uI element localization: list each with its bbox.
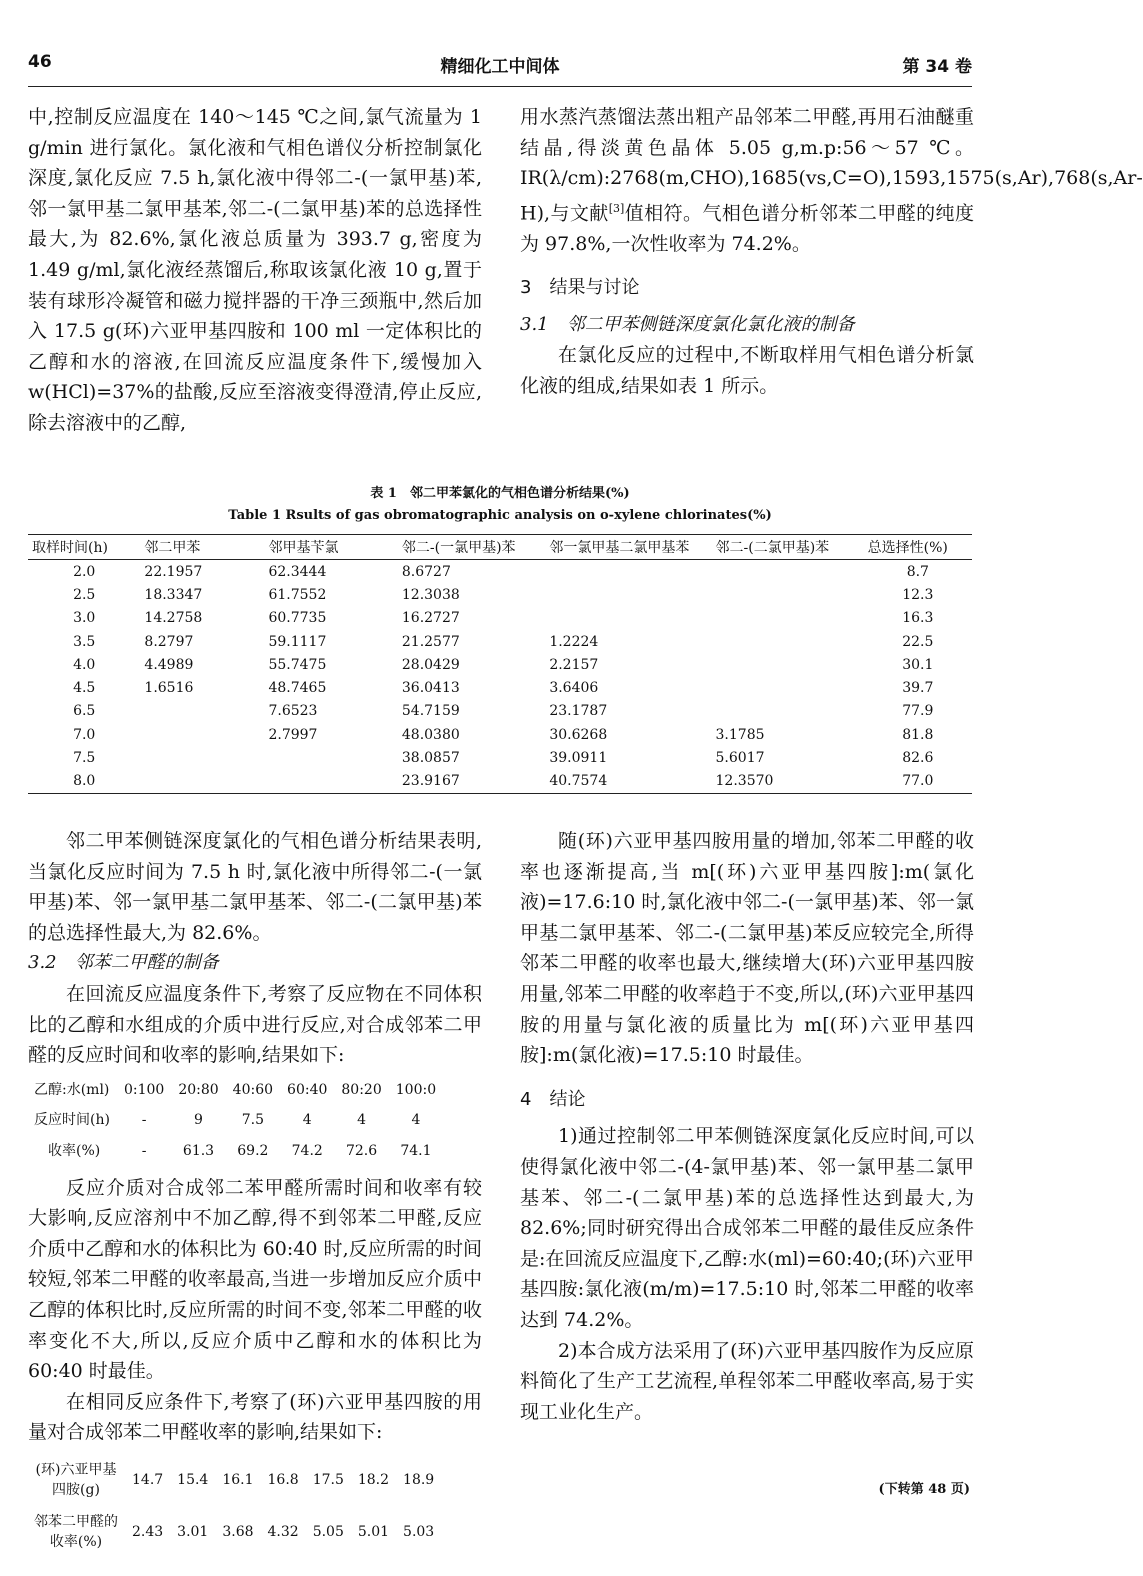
method-paragraph: 中,控制反应温度在 140～145 ℃之间,氯气流量为 1 g/min 进行氯化。氯化液和气相色谱仪分析控制氯化深度,氯化反应 7.5 h,氯化液中得邻二-(一氯甲基)苯,邻一氯甲基二氯甲基苯,邻二-(二氯甲基)苯的总选择性最大,为 82.6%,氯化液总质量为 393.7 g,密度为 1.49 g/ml,氯化液经蒸馏后,称取该氯化液 10 g,置于装有球形冷凝管和磁力搅拌器的干净三颈瓶中,然后加入 17.5 g(环)六亚甲基四胺和 100 ml 一定体积比的乙醇和水的溶液,在回流反应温度条件下,缓慢加入 w(HCl)=37%的盐酸,反应至溶液变得澄清,停止反应,除去溶液中的乙醇, (28, 106, 482, 434)
section-3-2-heading: 3.2 邻苯二甲醛的制备 (28, 952, 219, 974)
table-row: 3.0 14.2758 60.7735 16.2727 16.3 (73, 610, 934, 627)
product-paragraph: 用水蒸汽蒸馏法蒸出粗产品邻苯二甲醛,再用石油醚重结晶,得淡黄色晶体 5.05 g,m.p:56～57 ℃。IR(λ/cm):2768(m,CHO),1685(vs,C=O),1593,1575(s,Ar),768(s,Ar-H),与文献[3]值相符。气相色谱分析邻苯二甲醛的纯度为 97.8%,一次性收率为 74.2%。 (520, 106, 1143, 255)
header-rule (28, 86, 972, 87)
col-header: 邻二-(一氯甲基)苯 (398, 535, 545, 560)
table-1-caption-cn: 表 1 邻二甲苯氯化的气相色谱分析结果(%) (370, 486, 630, 501)
continued-note: (下转第 48 页) (878, 1482, 970, 1497)
section-3-1-heading: 3.1 邻二甲苯侧链深度氯化氯化液的制备 (520, 313, 855, 335)
table-row: 邻苯二甲醛的 收率(%) 2.43 3.01 3.68 4.32 5.05 5.01 5.03 (34, 1513, 435, 1550)
section-4-heading: 4 结论 (520, 1088, 586, 1110)
col-header: 邻一氯甲基二氯甲基苯 (545, 535, 711, 560)
table-1 (28, 534, 972, 794)
selectivity-paragraph: 邻二甲苯侧链深度氯化的气相色谱分析结果表明,当氯化反应时间为 7.5 h 时,氯化液中所得邻二-(一氯甲基)苯、邻一氯甲基二氯甲基苯、邻二-(二氯甲基)苯的总选择性最大,为 82.6%。 (28, 830, 482, 944)
conclusion-1: 1)通过控制邻二甲苯侧链深度氯化反应时间,可以使得氯化液中邻二-(4-氯甲基)苯、邻一氯甲基二氯甲基苯、邻二-(二氯甲基)苯的总选择性达到最大,为 82.6%;同时研究得出合成邻苯二甲醛的最佳反应条件是:在回流反应温度下,乙醇:水(ml)=60:40;(环)六亚甲基四胺:氯化液(m/m)=17.5:10 时,邻苯二甲醛的收率达到 74.2%。 (520, 1125, 974, 1331)
table-row: 4.0 4.4989 55.7475 28.0429 2.2157 30.1 (73, 656, 934, 673)
section-3-heading: 3 结果与讨论 (520, 277, 640, 299)
citation-ref: [3] (608, 201, 625, 215)
table-row: 7.5 38.0857 39.0911 5.6017 82.6 (73, 750, 934, 767)
table-row: 2.0 22.1957 62.3444 8.6727 8.7 (73, 563, 929, 580)
col-header: 邻二-(二氯甲基)苯 (712, 535, 864, 560)
table-row: (环)六亚甲基 四胺(g) 14.7 15.4 16.1 16.8 17.5 18.2 18.9 (35, 1461, 435, 1498)
right-column-bottom (520, 826, 974, 1427)
right-column-top (520, 102, 1143, 402)
table-row: 反应时间(h) - 9 7.5 4 4 4 (34, 1112, 421, 1129)
col-header: 取样时间(h) (28, 535, 140, 560)
ethanol-water-table (34, 1075, 443, 1167)
table-row: 4.5 1.6516 48.7465 36.0413 3.6406 39.7 (73, 680, 934, 697)
table-row: 7.0 2.7997 48.0380 30.6268 3.1785 81.8 (73, 726, 934, 743)
left-column-top (28, 102, 482, 439)
page-number: 46 (28, 52, 52, 72)
volume-label: 第 34 卷 (902, 57, 972, 77)
col-header: 邻二甲苯 (140, 535, 264, 560)
journal-title: 精细化工中间体 (440, 57, 560, 77)
medium-discussion-paragraph: 反应介质对合成邻二苯甲醛所需时间和收率有较大影响,反应溶剂中不加乙醇,得不到邻苯二甲醛,反应介质中乙醇和水的体积比为 60:40 时,反应所需的时间较短,邻苯二甲醛的收率最高,当进一步增加反应介质中乙醇的体积比时,反应所需的时间不变,邻苯二甲醛的收率变化不大,所以,反应介质中乙醇和水的体积比为 60:40 时最佳。 (28, 1176, 482, 1383)
table-row: 8.0 23.9167 40.7574 12.3570 77.0 (28, 770, 972, 794)
table-1-caption-en: Table 1 Rsults of gas obromatographic analysis on o-xylene chlorinates(%) (228, 508, 772, 523)
section-3-1-paragraph: 在氯化反应的过程中,不断取样用气相色谱分析氯化液的组成,结果如表 1 所示。 (520, 344, 974, 398)
table-row: 收率(%) - 61.3 69.2 74.2 72.6 74.1 (48, 1142, 432, 1159)
col-header: 邻甲基苄氯 (264, 535, 397, 560)
page-header (28, 52, 972, 82)
medium-paragraph: 在回流反应温度条件下,考察了反应物在不同体积比的乙醇和水组成的介质中进行反应,对合成邻苯二甲醛的反应时间和收率的影响,结果如下: (28, 982, 482, 1067)
table-header-row (28, 535, 972, 560)
table-row: 乙醇:水(ml) 0:100 20:80 40:60 60:40 80:20 100:0 (34, 1081, 437, 1098)
table-row: 3.5 8.2797 59.1117 21.2577 1.2224 22.5 (73, 633, 934, 650)
amine-yield-table (34, 1454, 441, 1558)
table-row: 2.5 18.3347 61.7552 12.3038 12.3 (73, 586, 934, 603)
conclusion-2: 2)本合成方法采用了(环)六亚甲基四胺作为反应原料简化了生产工艺流程,单程邻苯二甲醛收率高,易于实现工业化生产。 (520, 1339, 974, 1423)
amine-amount-paragraph: 在相同反应条件下,考察了(环)六亚甲基四胺的用量对合成邻苯二甲醛收率的影响,结果如下: (28, 1390, 482, 1444)
left-column-bottom (28, 826, 482, 1562)
col-header: 总选择性(%) (864, 535, 972, 560)
table-row: 6.5 7.6523 54.7159 23.1787 77.9 (73, 703, 934, 720)
amine-discussion-paragraph: 随(环)六亚甲基四胺用量的增加,邻苯二甲醛的收率也逐渐提高,当 m[(环)六亚甲基四胺]:m(氯化液)=17.6:10 时,氯化液中邻二-(一氯甲基)苯、邻一氯甲基二氯甲基苯、邻二-(二氯甲基)苯反应较完全,所得邻苯二甲醛的收率也最大,继续增大(环)六亚甲基四胺用量,邻苯二甲醛的收率趋于不变,所以,(环)六亚甲基四胺的用量与氯化液的质量比为 m[(环)六亚甲基四胺]:m(氯化液)=17.5:10 时最佳。 (520, 830, 974, 1067)
